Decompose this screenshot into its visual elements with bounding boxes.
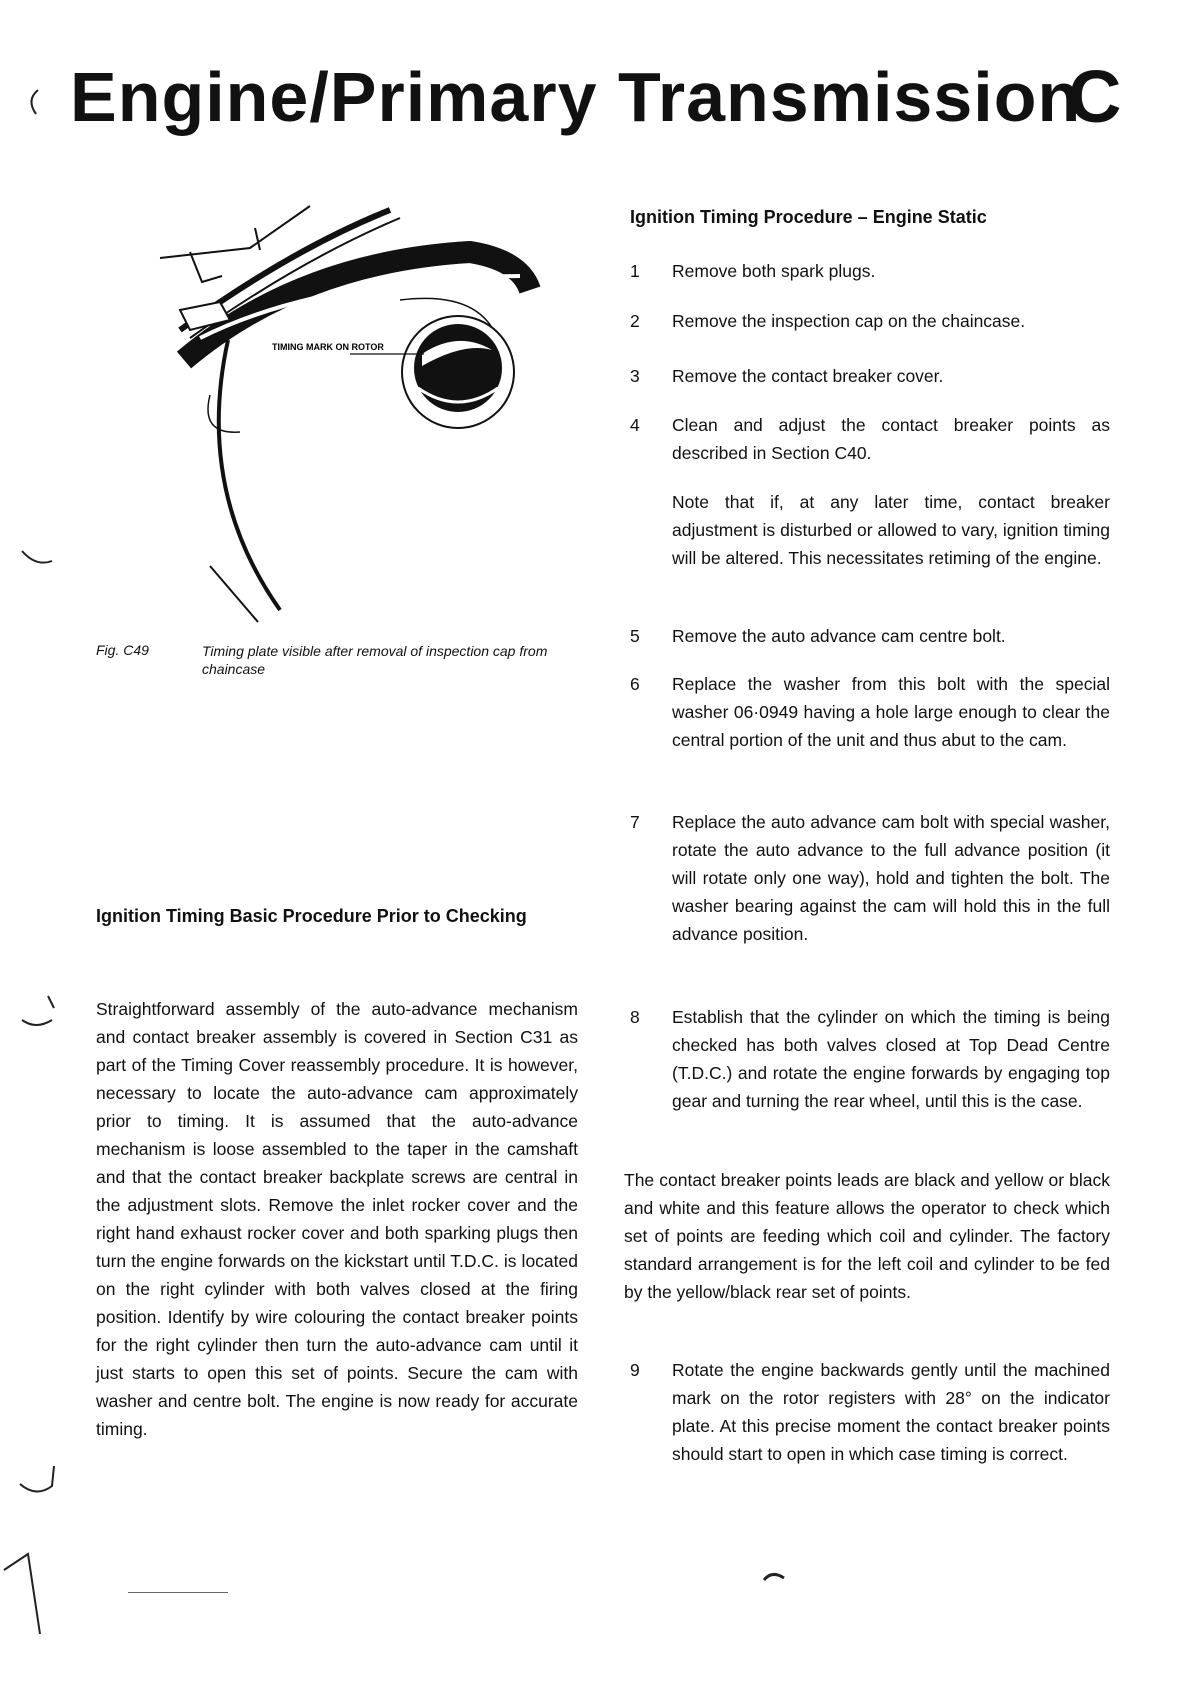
scan-speck [760, 1568, 790, 1584]
binder-hole-mark [18, 992, 58, 1032]
timing-mark-label: TIMING MARK ON ROTOR [272, 342, 384, 352]
step-text: Clean and adjust the contact breaker points as described in Section C40. [672, 415, 1110, 463]
procedure-note: Note that if, at any later time, contact breaker adjustment is disturbed or allowed to vary, ignition timing will be altered. This necessitates retiming of the engine. [672, 492, 1110, 568]
procedure-step [630, 257, 1110, 285]
step-text: Remove the inspection cap on the chaincase. [672, 311, 1026, 331]
step-text: Replace the auto advance cam bolt with special washer, rotate the auto advance to the full advance position (it will rotate only one way), hold and tighten the bolt. The washer bearing against the cam will hold this in the full advance position. [672, 812, 1110, 944]
procedure-step [630, 1003, 1110, 1115]
procedure-step [630, 411, 1110, 467]
step-number: 5 [630, 626, 640, 646]
step-number: 9 [630, 1360, 640, 1380]
binder-hole-mark [14, 1460, 60, 1500]
step-text: Rotate the engine backwards gently until the machined mark on the rotor registers with 28° on the indicator plate. At this precise moment the contact breaker points should start to open in which case timing is correct. [672, 1360, 1110, 1464]
binder-hole-mark [18, 545, 58, 575]
procedure-step [630, 307, 1110, 335]
procedure-step [630, 622, 1110, 650]
step-text: Remove both spark plugs. [672, 261, 876, 281]
procedure-step [630, 670, 1110, 754]
right-body-paragraph: The contact breaker points leads are black and yellow or black and white and this feature allows the operator to check which set of points are feeding which coil and cylinder. The factory standard arrangement is for the left coil and cylinder to be fed by the yellow/black rear set of points. [624, 1170, 1110, 1302]
step-number: 2 [630, 311, 640, 331]
page-title: Engine/Primary Transmission [70, 58, 1082, 136]
step-text: Remove the auto advance cam centre bolt. [672, 626, 1006, 646]
section-letter: C [1068, 55, 1122, 138]
left-body-paragraph: Straightforward assembly of the auto-advance mechanism and contact breaker assembly is covered in Section C31 as part of the Timing Cover reassembly procedure. It is however, necessary to locate the auto-advance cam approximately prior to timing. It is assumed that the auto-advance mechanism is loose assembled to the taper in the camshaft and that the contact breaker backplate screws are central in the adjustment slots. Remove the inlet rocker cover and the right hand exhaust rocker cover and both sparking plugs then turn the engine forwards on the kickstart until T.D.C. is located on the right cylinder with both valves closed at the firing position. Identify by wire colouring the contact breaker points for the right cylinder then turn the auto-advance cam until it just starts to open this set of points. Secure the cam with washer and centre bolt. The engine is now ready for accurate timing. [96, 999, 578, 1439]
timing-figure [140, 190, 580, 640]
step-text: Replace the washer from this bolt with the special washer 06·0949 having a hole large enough to clear the central portion of the unit and thus abut to the cam. [672, 674, 1110, 750]
procedure-step [630, 362, 1110, 390]
step-number: 8 [630, 1007, 640, 1027]
step-number: 7 [630, 812, 640, 832]
step-number: 6 [630, 674, 640, 694]
figure-number: Fig. C49 [96, 642, 149, 658]
left-section-heading: Ignition Timing Basic Procedure Prior to Checking [96, 906, 527, 926]
step-number: 1 [630, 261, 640, 281]
figure-caption: Timing plate visible after removal of inspection cap from chaincase [202, 643, 548, 677]
timing-plate-drawing [140, 190, 580, 640]
step-number: 4 [630, 415, 640, 435]
procedure-step [630, 808, 1110, 948]
right-section-heading: Ignition Timing Procedure – Engine Static [630, 207, 987, 227]
procedure-step [630, 1356, 1110, 1468]
step-number: 3 [630, 366, 640, 386]
scan-mark-left-top [8, 80, 48, 140]
step-text: Establish that the cylinder on which the timing is being checked has both valves closed at Top Dead Centre (T.D.C.) and rotate the engine forwards by engaging top gear and turning the rear wheel, until this is the case. [672, 1007, 1110, 1111]
step-text: Remove the contact breaker cover. [672, 366, 944, 386]
page-bottom-rule [128, 1592, 228, 1593]
page-corner-mark [0, 1548, 60, 1638]
